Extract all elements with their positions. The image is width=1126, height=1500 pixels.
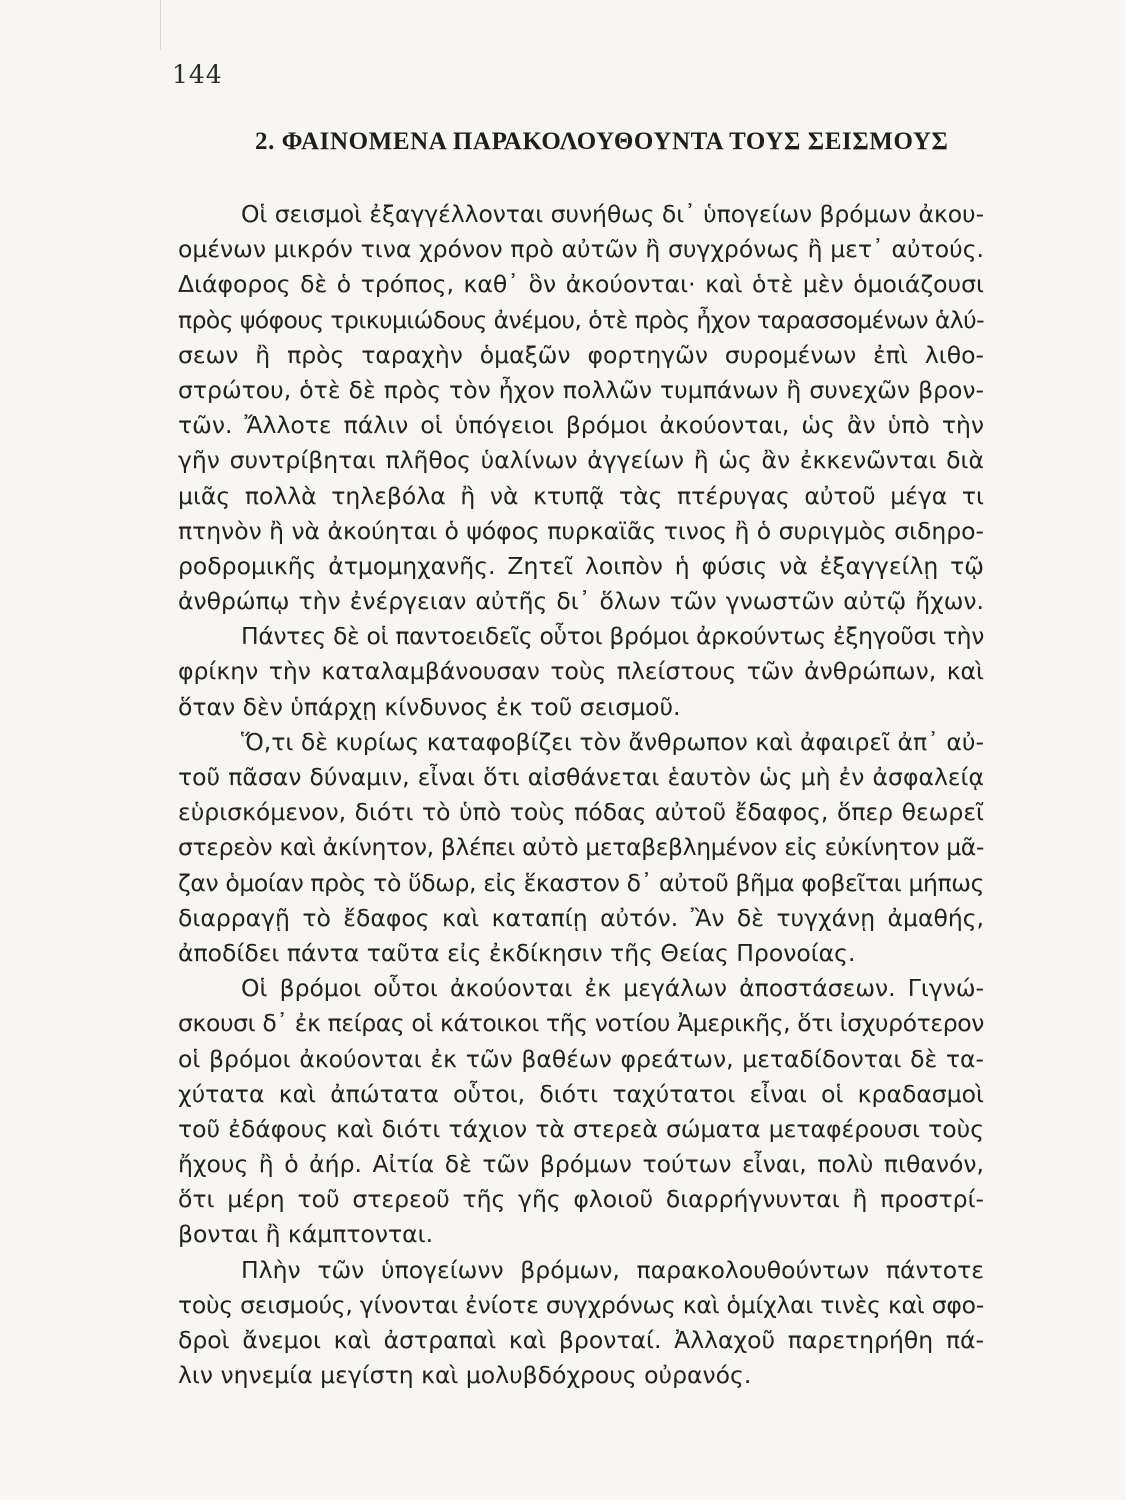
text-line: ζαν ὁμοίαν πρὸς τὸ ὕδωρ, εἰς ἕκαστον δ᾿ αὐτοῦ βῆμα φοβεῖται μήπως [178, 868, 984, 897]
text-line: στερεὸν καὶ ἀκίνητον, βλέπει αὐτὸ μεταβεβλημένον εἰς εὐκίνητον μᾶ- [178, 833, 984, 862]
text-line: Οἱ σεισμοὶ ἐξαγγέλλονται συνήθως δι᾿ ὑπογείων βρόμων ἀκου- [241, 200, 984, 228]
text-line: διαρραγῇ τὸ ἔδαφος καὶ καταπίῃ αὐτόν. Ἂν δὲ τυγχάνῃ ἀμαθής, [178, 903, 984, 932]
text-line: πρὸς ψόφους τρικυμιώδους ἀνέμου, ὁτὲ πρὸς ἦχον ταρασσομένων ἁλύ- [178, 305, 984, 334]
text-line: ομένων μικρόν τινα χρόνον πρὸ αὐτῶν ἢ συγχρόνως ἢ μετ᾿ αὐτούς. [178, 235, 984, 264]
text-line: τῶν. Ἄλλοτε πάλιν οἱ ὑπόγειοι βρόμοι ἀκούονται, ὡς ἂν ὑπὸ τὴν [178, 411, 984, 440]
text-line: χύτατα καὶ ἀπώτατα οὗτοι, διότι ταχύτατοι εἶναι οἱ κραδασμοὶ [178, 1079, 984, 1108]
text-line: ὅταν δὲν ὑπάρχῃ κίνδυνος ἐκ τοῦ σεισμοῦ. [178, 692, 681, 721]
text-line: ὅτι μέρη τοῦ στερεοῦ τῆς γῆς φλοιοῦ διαρρήγνυνται ἢ προστρί- [178, 1185, 984, 1214]
text-line: τοὺς σεισμούς, γίνονται ἐνίοτε συγχρόνως καὶ ὁμίχλαι τινὲς καὶ σφο- [178, 1290, 985, 1319]
text-line: εὑρισκόμενον, διότι τὸ ὑπὸ τοὺς πόδας αὐτοῦ ἔδαφος, ὅπερ θεωρεῖ [178, 798, 984, 827]
text-line: τοῦ ἐδάφους καὶ διότι τάχιον τὰ στερεὰ σώματα μεταφέρουσι τοὺς [178, 1114, 984, 1143]
text-line: ἤχους ἢ ὁ ἀήρ. Αἰτία δὲ τῶν βρόμων τούτων εἶναι, πολὺ πιθανόν, [178, 1150, 984, 1179]
text-line: ἀνθρώπῳ τὴν ἐνέργειαν αὐτῆς δι᾿ ὅλων τῶν γνωστῶν αὐτῷ ἤχων. [178, 587, 984, 616]
text-line: φρίκην τὴν καταλαμβάνουσαν τοὺς πλείστους τῶν ἀνθρώπων, καὶ [178, 657, 984, 686]
text-line: τοῦ πᾶσαν δύναμιν, εἶναι ὅτι αἰσθάνεται ἑαυτὸν ὡς μὴ ἐν ἀσφαλείᾳ [178, 763, 984, 791]
text-line: λιν νηνεμία μεγίστη καὶ μολυβδόχρους οὐρανός. [178, 1361, 752, 1390]
text-line: ροδρομικῆς ἀτμομηχανῆς. Ζητεῖ λοιπὸν ἡ φύσις νὰ ἐξαγγείλῃ τῷ [178, 551, 984, 580]
text-line: σεων ἢ πρὸς ταραχὴν ὁμαξῶν φορτηγῶν συρομένων ἐπὶ λιθο- [178, 340, 984, 369]
text-line: Οἱ βρόμοι οὗτοι ἀκούονται ἐκ μεγάλων ἀποστάσεων. Γιγνώ- [241, 974, 984, 1003]
page-edge-line [160, 0, 161, 50]
text-line: Διάφορος δὲ ὁ τρόπος, καθ᾿ ὃν ἀκούονται· καὶ ὁτὲ μὲν ὁμοιάζουσι [178, 270, 984, 299]
text-line: Ὅ,τι δὲ κυρίως καταφοβίζει τὸν ἄνθρωπον καὶ ἀφαιρεῖ ἀπ᾿ αὐ- [241, 727, 984, 756]
text-line: δροὶ ἄνεμοι καὶ ἀστραπαὶ καὶ βρονταί. Ἀλλαχοῦ παρετηρήθη πά- [178, 1326, 984, 1354]
text-line: στρώτου, ὁτὲ δὲ πρὸς τὸν ἦχον πολλῶν τυμπάνων ἢ συνεχῶν βρον- [178, 375, 984, 404]
text-line: πτηνὸν ἢ νὰ ἀκούηται ὁ ψόφος πυρκαϊᾶς τινος ἢ ὁ συριγμὸς σιδηρο- [178, 516, 984, 545]
text-line: Πάντες δὲ οἱ παντοειδεῖς οὗτοι βρόμοι ἀρκούντως ἐξηγοῦσι τὴν [241, 622, 984, 651]
text-line: Πλὴν τῶν ὑπογείωνν βρόμων, παρακολουθούντων πάντοτε [241, 1255, 984, 1284]
text-line: οἱ βρόμοι ἀκούονται ἐκ τῶν βαθέων φρεάτων, μεταδίδονται δὲ τα- [178, 1044, 984, 1073]
page-number: 144 [172, 60, 223, 89]
body-text [178, 197, 984, 1393]
text-line: γῆν συντρίβηται πλῆθος ὑαλίνων ἀγγείων ἢ ὡς ἂν ἐκκενῶνται διὰ [178, 446, 984, 475]
section-heading: 2. ΦΑΙΝΟΜΕΝΑ ΠΑΡΑΚΟΛΟΥΘΟΥΝΤΑ ΤΟΥΣ ΣΕΙΣΜΟΥΣ [255, 128, 949, 155]
text-line: βονται ἢ κάμπτονται. [178, 1220, 434, 1249]
text-line: σκουσι δ᾿ ἐκ πείρας οἱ κάτοικοι τῆς νοτίου Ἀμερικῆς, ὅτι ἰσχυρότερον [178, 1009, 984, 1038]
text-line: μιᾶς πολλὰ τηλεβόλα ἢ νὰ κτυπᾷ τὰς πτέρυγας αὐτοῦ μέγα τι [178, 481, 984, 510]
text-line: ἀποδίδει πάντα ταῦτα εἰς ἐκδίκησιν τῆς Θείας Προνοίας. [178, 938, 856, 967]
